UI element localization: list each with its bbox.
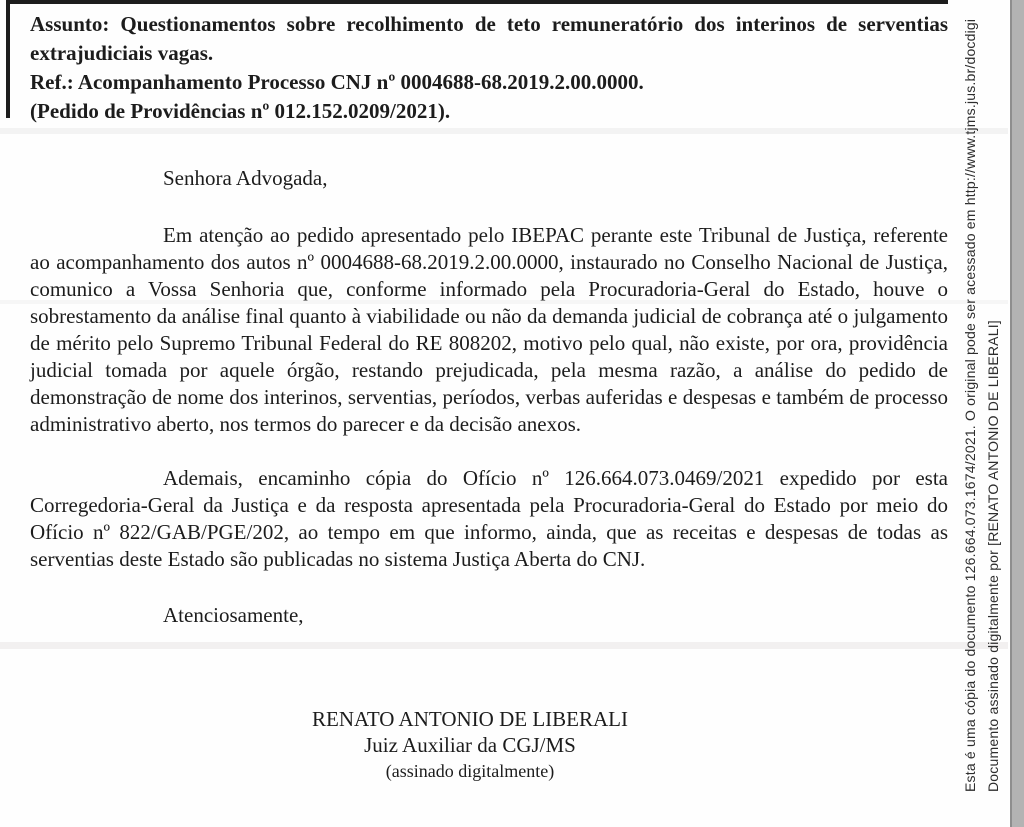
scan-top-border-line <box>7 0 948 4</box>
body-paragraph-1: Em atenção ao pedido apresentado pelo IBEPAC perante este Tribunal de Justiça, referente ao acompanhamento dos autos nº 0004688-68.2019.2.00.0000, instaurado no Conselho Nacional de Justiça, comunico a Vossa Senhoria que, conforme informado pela Procuradoria-Geral do Estado, houve o sobrestamento da análise final quanto à viabilidade ou não da demanda judicial de cobrança até o julgamento de mérito pelo Supremo Tribunal Federal do RE 808202, motivo pelo qual, não existe, por ora, providência judicial tomada por aquele órgão, restando prejudicada, pela mesma razão, a análise do pedido de demonstração de nome dos interinos, serventias, períodos, verbas auferidas e despesas e também de processo administrativo aberto, nos termos do parecer e da decisão anexos. <box>30 223 948 436</box>
margin-copy-notice: Esta é uma cópia do documento 126.664.073.1674/2021. O original pode ser acessado em http://www.tjms.jus.br/docdigi <box>962 18 978 792</box>
scan-artifact-band <box>0 642 1008 649</box>
signature-block <box>30 706 910 784</box>
closing-salutation: Atenciosamente, <box>163 603 304 627</box>
scan-left-border-line <box>6 0 10 118</box>
signer-name: RENATO ANTONIO DE LIBERALI <box>312 707 628 731</box>
salutation: Senhora Advogada, <box>163 166 328 190</box>
scan-artifact-band <box>0 128 1008 134</box>
signer-title: Juiz Auxiliar da CGJ/MS <box>364 733 576 757</box>
subject-line: Assunto: Questionamentos sobre recolhimento de teto remuneratório dos interinos de serventias extrajudiciais vagas. <box>30 12 948 65</box>
body-paragraph-2: Ademais, encaminho cópia do Ofício nº 126.664.073.0469/2021 expedido por esta Corregedoria-Geral da Justiça e da resposta apresentada pela Procuradoria-Geral do Estado por meio do Ofício nº 822/GAB/PGE/202, ao tempo em que informo, ainda, que as receitas e despesas de todas as serventias deste Estado são publicadas no sistema Justiça Aberta do CNJ. <box>30 466 948 571</box>
margin-signed-notice: Documento assinado digitalmente por [RENATO ANTONIO DE LIBERALI] <box>985 320 1001 792</box>
digital-signature-note: (assinado digitalmente) <box>385 761 555 781</box>
pedido-line: (Pedido de Providências nº 012.152.0209/2021). <box>30 99 451 123</box>
reference-line: Ref.: Acompanhamento Processo CNJ nº 0004688-68.2019.2.00.0000. <box>30 70 644 94</box>
letter-header <box>30 10 948 126</box>
scan-right-edge-strip <box>1010 0 1024 827</box>
